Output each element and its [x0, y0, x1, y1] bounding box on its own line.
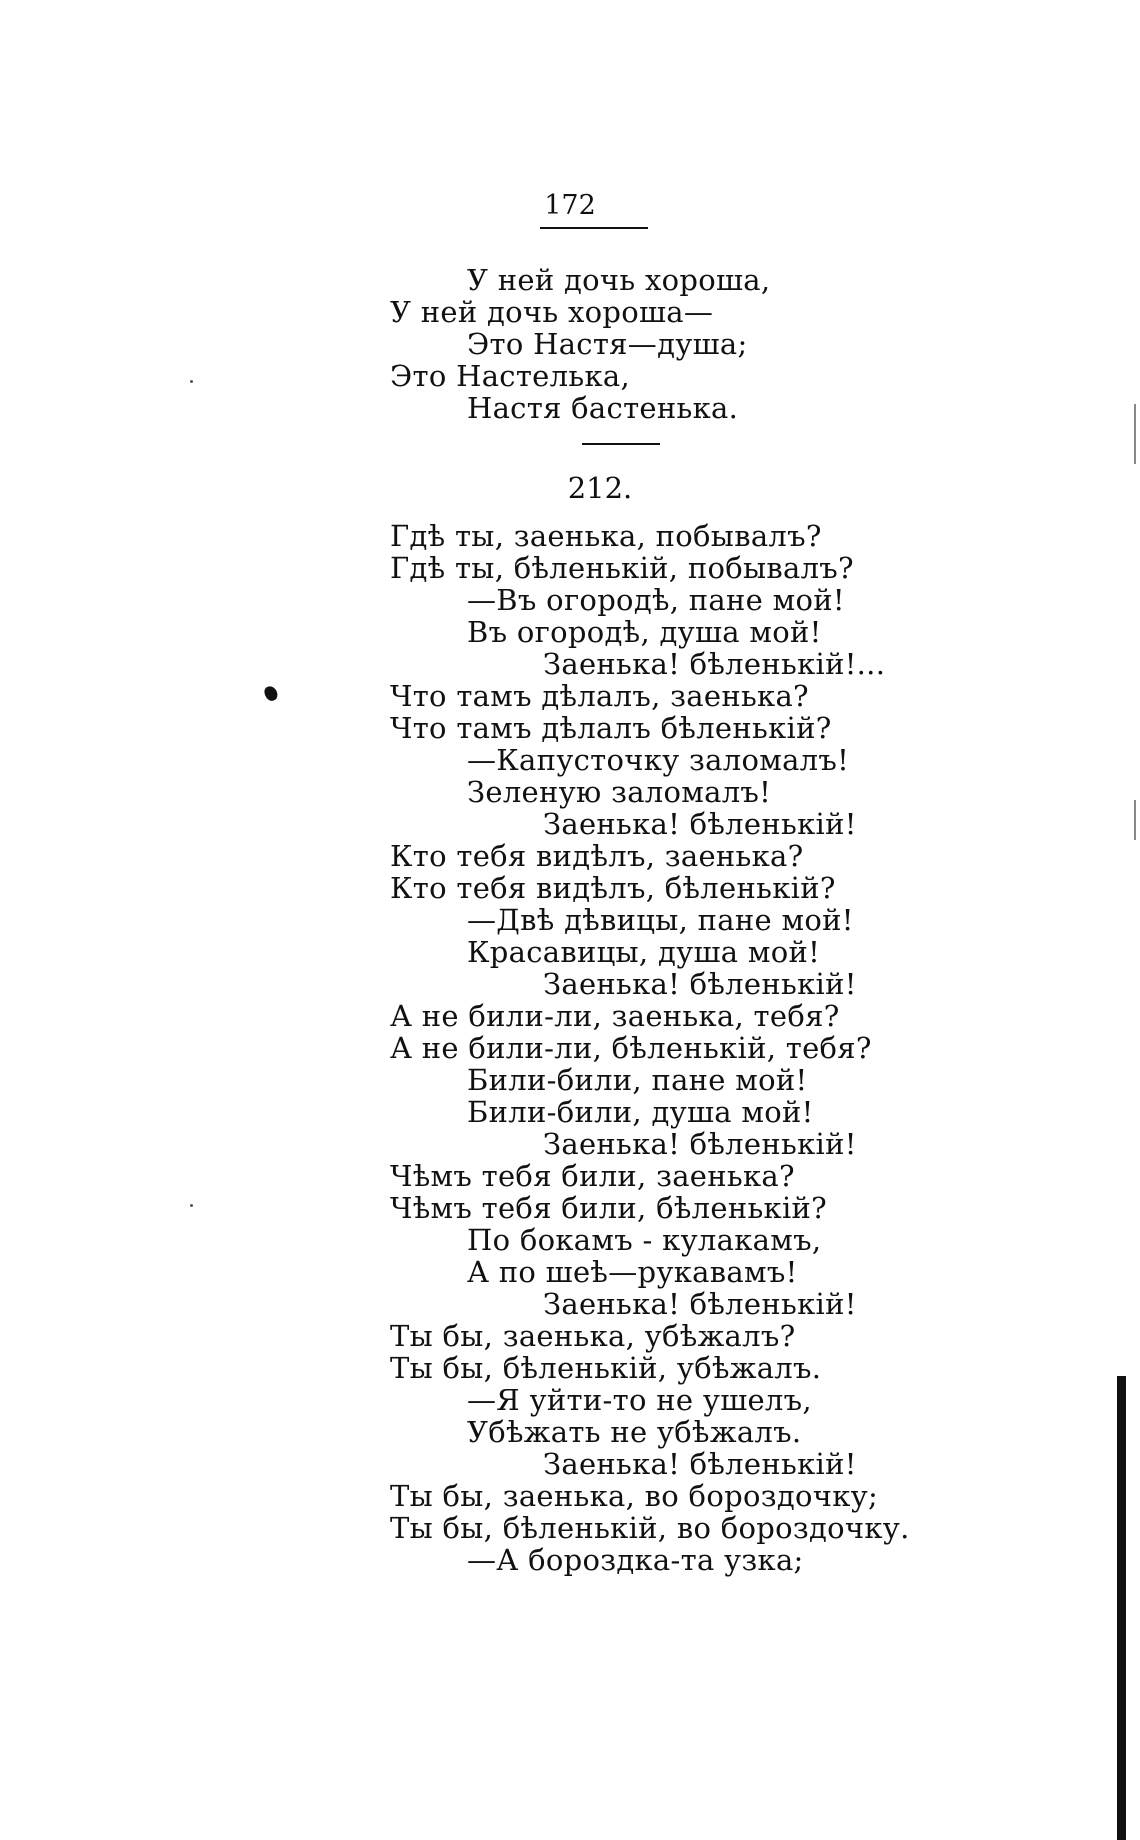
- page-number: 172: [544, 190, 596, 221]
- verse-line: Ты бы, бѣленькій, во бороздочку.: [390, 1511, 910, 1545]
- verse-line: Что тамъ дѣлалъ, заенька?: [390, 679, 809, 713]
- verse-line: Зеленую заломалъ!: [467, 775, 772, 809]
- verse-line: Въ огородѣ, душа мой!: [467, 615, 822, 649]
- verse-line: Настя бастенька.: [467, 391, 739, 425]
- verse-line: Гдѣ ты, заенька, побывалъ?: [390, 519, 822, 553]
- verse-line: У ней дочь хороша—: [390, 295, 714, 329]
- verse-line: Ты бы, бѣленькій, убѣжалъ.: [390, 1351, 822, 1385]
- verse-line: —Въ огородѣ, пане мой!: [467, 583, 845, 617]
- verse-line: По бокамъ - кулакамъ,: [467, 1223, 822, 1257]
- verse-line: Ты бы, заенька, во бороздочку;: [390, 1479, 879, 1513]
- page-number-rule: [540, 227, 648, 229]
- verse-line: —Капусточку заломалъ!: [467, 743, 850, 777]
- scan-edge-mark: [1134, 800, 1136, 840]
- verse-refrain: Заенька! бѣленькій!: [543, 807, 857, 841]
- verse-line: Били-били, пане мой!: [467, 1063, 808, 1097]
- verse-refrain: Заенька! бѣленькій!: [543, 967, 857, 1001]
- verse-line: —Двѣ дѣвицы, пане мой!: [467, 903, 854, 937]
- verse-line: Кто тебя видѣлъ, бѣленькій?: [390, 871, 836, 905]
- verse-line: —Я уйти-то не ушелъ,: [467, 1383, 812, 1417]
- scan-edge-mark: [1134, 404, 1136, 464]
- verse-line: Это Настя—душа;: [467, 327, 748, 361]
- verse-line: У ней дочь хороша,: [467, 263, 771, 297]
- verse-line: Убѣжать не убѣжалъ.: [467, 1415, 802, 1449]
- verse-line: Кто тебя видѣлъ, заенька?: [390, 839, 804, 873]
- scan-speck: [190, 380, 193, 383]
- section-number: 212.: [567, 471, 633, 505]
- verse-line: —А бороздка-та узка;: [467, 1543, 804, 1577]
- verse-line: Гдѣ ты, бѣленькій, побывалъ?: [390, 551, 854, 585]
- verse-line: Били-били, душа мой!: [467, 1095, 814, 1129]
- scan-speck: [190, 1204, 193, 1207]
- verse-line: А по шеѣ—рукавамъ!: [467, 1255, 798, 1289]
- verse-line: Ты бы, заенька, убѣжалъ?: [390, 1319, 796, 1353]
- verse-refrain: Заенька! бѣленькій!: [543, 1447, 857, 1481]
- verse-refrain: Заенька! бѣленькій!: [543, 1287, 857, 1321]
- verse-line: Что тамъ дѣлалъ бѣленькій?: [390, 711, 832, 745]
- scan-edge-shadow: [1117, 1376, 1126, 1840]
- verse-line: А не били-ли, заенька, тебя?: [390, 999, 840, 1033]
- verse-line: Чѣмъ тебя били, бѣленькій?: [390, 1191, 828, 1225]
- verse-line: Красавицы, душа мой!: [467, 935, 821, 969]
- verse-line: А не били-ли, бѣленькій, тебя?: [390, 1031, 872, 1065]
- verse-line: Это Настелька,: [390, 359, 630, 393]
- section-divider: [582, 443, 660, 445]
- verse-line: Чѣмъ тебя били, заенька?: [390, 1159, 795, 1193]
- verse-refrain: Заенька! бѣленькій!...: [543, 647, 886, 681]
- verse-refrain: Заенька! бѣленькій!: [543, 1127, 857, 1161]
- ink-blot-mark: [262, 684, 279, 703]
